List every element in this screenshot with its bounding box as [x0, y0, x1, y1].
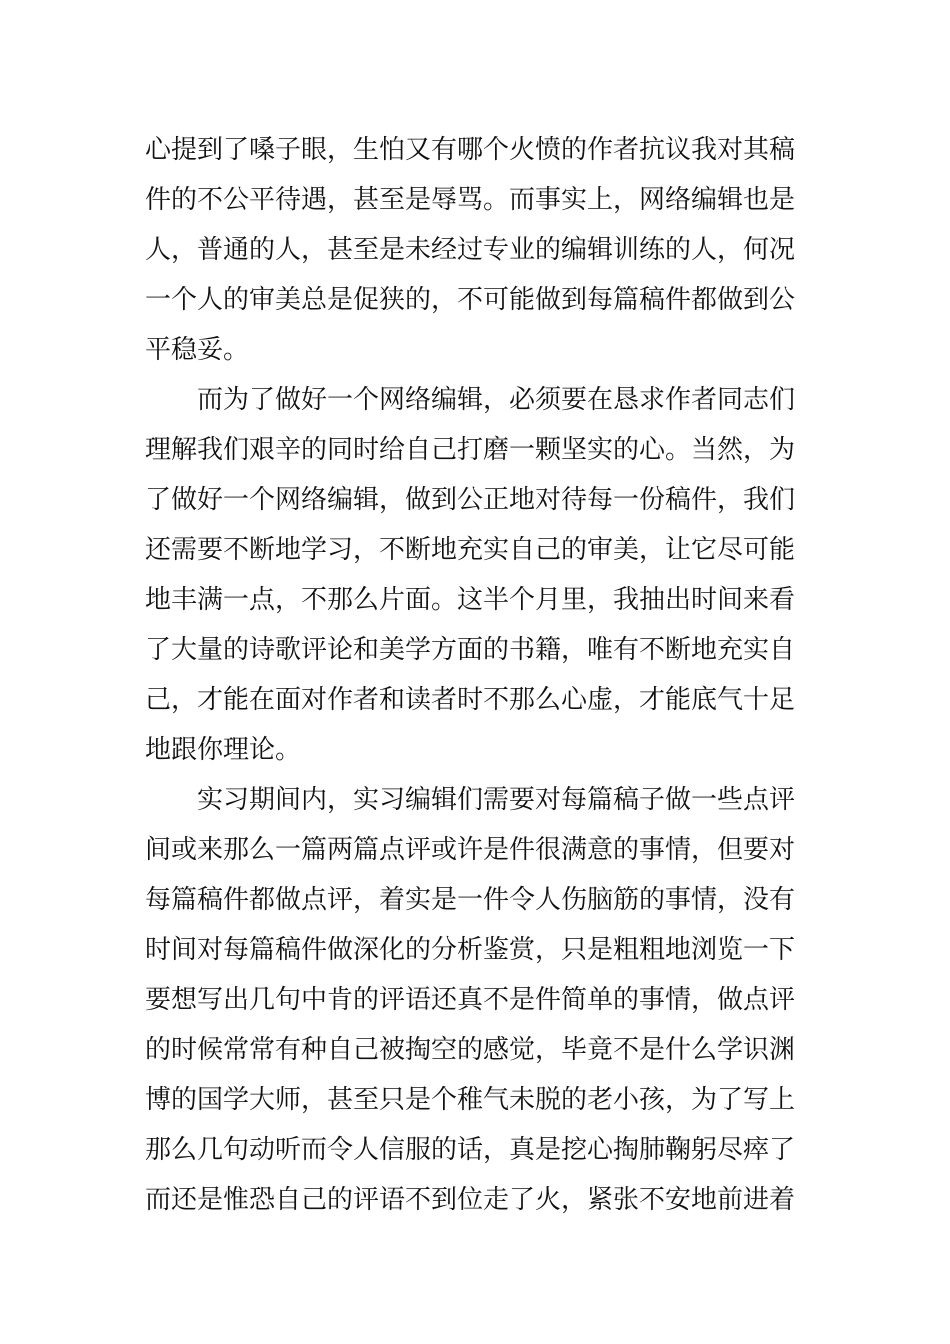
text-line: 而还是惟恐自己的评语不到位走了火，紧张不安地前进着: [145, 1185, 796, 1215]
text-line: 的时候常常有种自己被掏空的感觉，毕竟不是什么学识渊: [145, 1035, 796, 1065]
text-line: 那么几句动听而令人信服的话，真是挖心掏肺鞠躬尽瘁了: [145, 1135, 796, 1165]
text-line: 间或来那么一篇两篇点评或许是件很满意的事情，但要对: [145, 835, 796, 865]
text-line: 了做好一个网络编辑，做到公正地对待每一份稿件，我们: [145, 485, 796, 515]
text-line: 心提到了嗓子眼，生怕又有哪个火愤的作者抗议我对其稿: [145, 135, 796, 165]
text-line: 博的国学大师，甚至只是个稚气未脱的老小孩，为了写上: [145, 1085, 796, 1115]
text-line: 时间对每篇稿件做深化的分析鉴赏，只是粗粗地浏览一下: [145, 935, 796, 965]
paragraph-first-line: 实习期间内，实习编辑们需要对每篇稿子做一些点评: [197, 785, 796, 815]
text-line: 人，普通的人，甚至是未经过专业的编辑训练的人，何况: [145, 235, 796, 265]
text-line: 地丰满一点，不那么片面。这半个月里，我抽出时间来看: [145, 585, 796, 615]
text-line: 理解我们艰辛的同时给自己打磨一颗坚实的心。当然，为: [145, 435, 796, 465]
text-line: 每篇稿件都做点评，着实是一件令人伤脑筋的事情，没有: [145, 885, 796, 915]
text-line: 一个人的审美总是促狭的，不可能做到每篇稿件都做到公: [145, 285, 796, 315]
text-line: 要想写出几句中肯的评语还真不是件简单的事情，做点评: [145, 985, 796, 1015]
text-line: 平稳妥。: [145, 335, 250, 365]
text-line: 了大量的诗歌评论和美学方面的书籍，唯有不断地充实自: [145, 635, 796, 665]
text-line: 还需要不断地学习，不断地充实自己的审美，让它尽可能: [145, 535, 796, 565]
paragraph-first-line: 而为了做好一个网络编辑，必须要在恳求作者同志们: [197, 385, 796, 415]
text-line: 己，才能在面对作者和读者时不那么心虚，才能底气十足: [145, 685, 796, 715]
text-line: 件的不公平待遇，甚至是辱骂。而事实上，网络编辑也是: [145, 185, 796, 215]
text-line: 地跟你理论。: [145, 735, 302, 765]
